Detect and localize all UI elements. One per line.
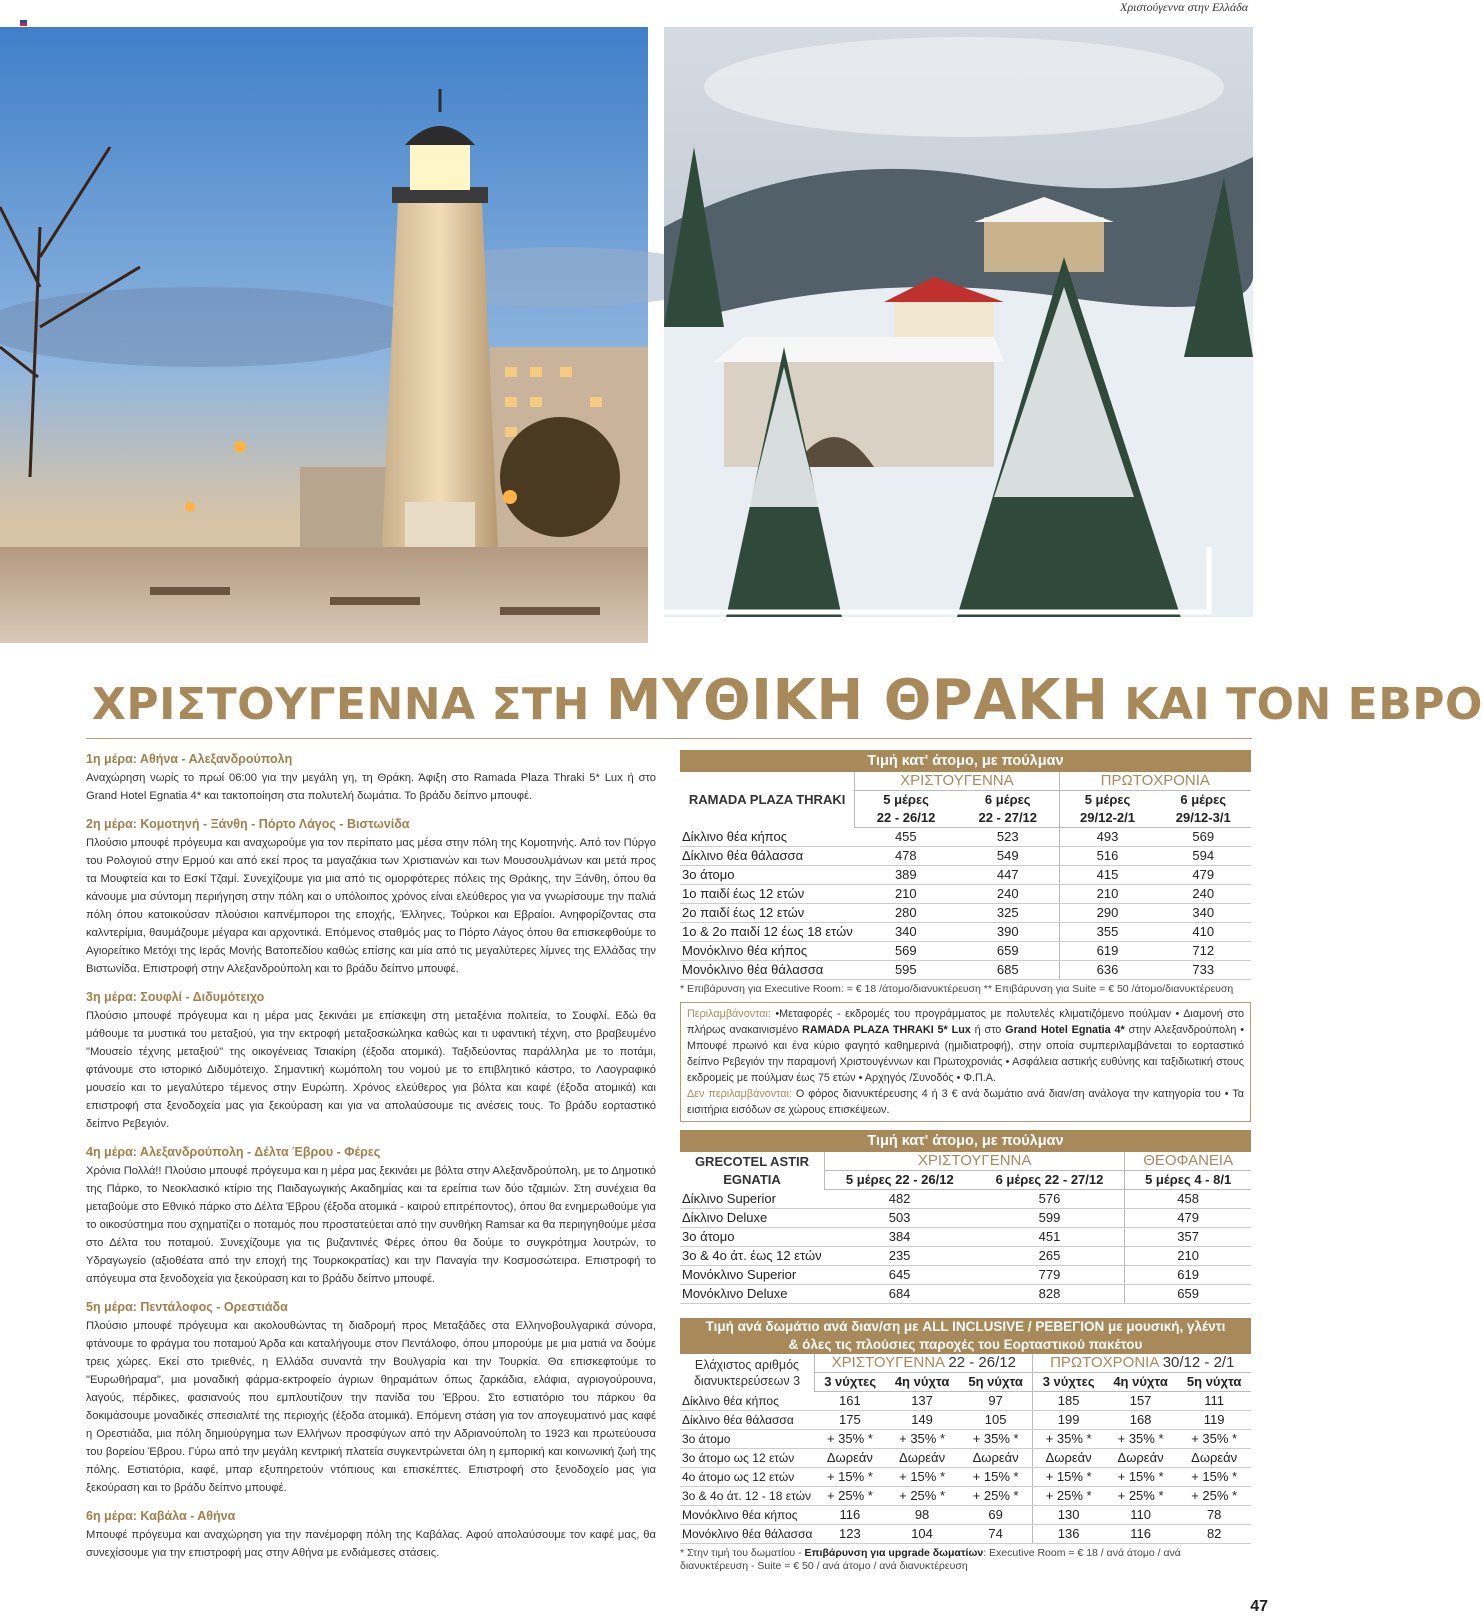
day-4 <box>86 1143 656 1288</box>
price-cell: + 15% * <box>1104 1468 1178 1487</box>
col-header: 5 μέρες 22 - 26/12 <box>825 1171 975 1190</box>
title-rule <box>86 738 1252 739</box>
ramada-price-table <box>680 750 1251 980</box>
col-days: 5 μέρες <box>1084 792 1131 807</box>
day-6 <box>86 1507 656 1562</box>
price-cell: 390 <box>957 923 1059 942</box>
row-label: Μονόκλινο θέα θάλασσα <box>680 961 855 980</box>
price-cell: 415 <box>1059 866 1155 885</box>
price-cell: 493 <box>1059 828 1155 847</box>
price-cell: 594 <box>1155 847 1251 866</box>
price-cell: 168 <box>1104 1411 1178 1430</box>
bar-line: & όλες τις πλούσιες παροχές του Εορταστικού πακέτου <box>788 1337 1143 1352</box>
note-text: : Executive Room = € 18 / ανά άτομο / ανά διανυκτέρευση - Suite = € 50 / ανά άτομο / ανά διανυκτέρευση <box>680 1547 1181 1572</box>
price-cell: Δωρεάν <box>885 1449 959 1468</box>
table-row <box>680 1190 1251 1209</box>
day-text: Πλούσιο μπουφέ πρόγευμα και αναχωρούμε για τον περίπατο μας μέσα στην πόλη της Κομοτηνής. Από τον Πύργο του Ρολογιού στην Ερμού και από εκεί προς τα μαγαζάκια των Χριστιανών και των Μουσουλμάνων και μετά προς τα Μουφτεία και το Εσκί Τζαμί. Συνεχίζουμε για μια από τις ομορφότερες πόλεις της Θράκης, την Ξάνθη, όπου θα κάνουμε μια σύντομη περιήγηση στην πόλη και ο υπόλοιπος χρόνος είναι ελεύθερος για να γνωρίσουμε την παλιά πόλη όπου κατοικούσαν πλούσιοι καπνέμποροι της εποχής, Έλληνες, Τούρκοι και Εβραίοι. Ανηφορίζοντας στα καλντερίμια, θαυμάζουμε μέγαρα και αρχοντικά. Επόμενος σταθμός μας το Πόρτο Λάγος όπου θα επισκεφθούμε το Αγιορείτικο Μετόχι της Ιεράς Μονής Βατοπεδίου καθώς επίσης και μία από τις μεγαλύτερες λίμνες της Ελλάδας την Βιστωνίδα. Επιστροφή στην Αλεξανδρούπολη και το βράδυ δείπνο μπουφέ. <box>86 837 656 975</box>
excludes-lead: Δεν περιλαμβάνονται: <box>687 1088 792 1100</box>
table-row <box>680 866 1251 885</box>
col-dates: 22 - 27/12 <box>978 810 1038 825</box>
price-cell: 136 <box>1033 1525 1104 1544</box>
price-cell: 451 <box>975 1228 1125 1247</box>
col-days: 5 μέρες <box>883 792 929 807</box>
price-cell: 684 <box>825 1285 975 1304</box>
hotel-name: GRECOTEL ASTIR EGNATIA <box>680 1152 825 1190</box>
col-dates: 22 - 26/12 <box>876 810 936 825</box>
ramada-note: * Επιβάρυνση για Executive Room: = € 18 /άτομο/διανυκτέρευση ** Επιβάρυνση για Suite = € 50 /άτομο/διανυκτέρευση <box>680 983 1234 995</box>
price-cell: 161 <box>815 1392 886 1411</box>
price-cell: 355 <box>1059 923 1155 942</box>
all-inclusive-section <box>680 1318 1251 1573</box>
table-row <box>680 1285 1251 1304</box>
excludes-text: Ο φόρος διανυκτέρευσης 4 ή 3 € ανά δωμάτιο ανά διαν/ση ανάλογα την κατηγορία του • Τα εισιτήρια εισόδων σε χώρους επισκέψεων. <box>687 1088 1244 1116</box>
price-cell: + 15% * <box>815 1468 886 1487</box>
price-cell: 149 <box>885 1411 959 1430</box>
price-cell: 104 <box>885 1525 959 1544</box>
note-bold: Επιβάρυνση για upgrade δωματίων <box>804 1547 984 1559</box>
row-label: Μονόκλινο Superior <box>680 1266 825 1285</box>
price-cell: 185 <box>1033 1392 1104 1411</box>
includes-text: •Μεταφορές - εκδρομές του προγράμματος με πολυτελές κλιματιζόμενο πούλμαν • Διαμονή στο πλήρως ανακαινισμένο <box>687 1008 1244 1036</box>
flag-icon <box>20 20 27 26</box>
all-inclusive-bar <box>680 1318 1251 1354</box>
col-dates: 29/12-3/1 <box>1175 810 1231 825</box>
row-label: 3ο & 4ο άτ. 12 - 18 ετών <box>680 1487 815 1506</box>
table-row <box>680 1247 1251 1266</box>
price-cell: 384 <box>825 1228 975 1247</box>
price-cell: Δωρεάν <box>959 1449 1033 1468</box>
price-cell: 210 <box>1059 885 1155 904</box>
price-cell: 280 <box>855 904 957 923</box>
group-christmas: ΧΡΙΣΤΟΥΓΕΝΝΑ <box>825 1152 1125 1171</box>
day-text: Πλούσιο μπουφέ πρόγευμα και ακολουθώντας τη διαδρομή προς Μεταξάδες στα Ελληνοβουλγαρικά σύνορα, φτάνουμε το φράγμα του ποταμού Άρδα και καταλήγουμε στον Πεντάλοφο, όπου μπορούμε με μια ματιά να δούμε τρεις χώρες. Εκεί στο τριεθνές, η Ελλάδα συναντά την Βουλγαρία και την Τουρκία. Θα επισκεφτούμε το "Ευρωθήραμα", μια μοναδική φάρμα-εκτροφείο άγριων θηραμάτων όπως ζαρκάδια, ελάφια, αγριογούρουνα, λαγούς, πέρδικες, φασιανούς που εμπλουτίζουν την πανίδα του Έβρου. Στο εστιατόριο του πάρκου θα δοκιμάσουμε μοναδικές σπεσιαλιτέ της περιοχής (έξοδα ατομικά). Επόμενη στάση για τον απογευματινό μας καφέ η Ορεστιάδα, μια πόλη δημιούργημα των Ελλήνων προσφύγων από την Αδριανούπολη το 1923 και πρωτεύουσα του βορείου Έβρου. Γύρω από την μεγάλη κεντρική πλατεία συγκεντρώνεται όλη η εμπορική και κοινωνική ζωή της πόλης. Εστιατόρια, καφέ, μπαρ εξυπηρετούν ντόπιους και επισκέπτες. Επιστροφή στο ξενοδοχείο μας για ξεκούραση και το βράδυ δείπνο μπουφέ. <box>86 1320 656 1494</box>
price-cell: 82 <box>1177 1525 1251 1544</box>
table-row <box>680 1411 1251 1430</box>
price-cell: + 25% * <box>1177 1487 1251 1506</box>
col-header: 4η νύχτα <box>1104 1373 1178 1392</box>
price-cell: 123 <box>815 1525 886 1544</box>
price-cell: 199 <box>1033 1411 1104 1430</box>
price-cell: 516 <box>1059 847 1155 866</box>
table-row <box>680 1392 1251 1411</box>
hotel-name: RAMADA PLAZA THRAKI <box>680 772 855 828</box>
col-header: 5η νύχτα <box>1177 1373 1251 1392</box>
price-cell: 576 <box>975 1190 1125 1209</box>
table-row <box>680 1266 1251 1285</box>
table-row <box>680 923 1251 942</box>
day-5 <box>86 1298 656 1497</box>
price-cell: 357 <box>1125 1228 1251 1247</box>
row-label: 1ο παιδί έως 12 ετών <box>680 885 855 904</box>
includes-hotel2: Grand Hotel Egnatia 4* <box>1005 1024 1125 1036</box>
table-row <box>680 1430 1251 1449</box>
price-cell: Δωρεάν <box>815 1449 886 1468</box>
price-cell: 636 <box>1059 961 1155 980</box>
price-cell: 137 <box>885 1392 959 1411</box>
includes-box <box>680 1002 1251 1122</box>
day-1 <box>86 750 656 805</box>
price-cell: 685 <box>957 961 1059 980</box>
includes-text: ή στο <box>970 1024 1006 1036</box>
price-cell: 74 <box>959 1525 1033 1544</box>
price-cell: 210 <box>855 885 957 904</box>
price-cell: 105 <box>959 1411 1033 1430</box>
note-text: * Στην τιμή του δωματίου - <box>680 1547 805 1559</box>
table-row <box>680 961 1251 980</box>
day-title: 1η μέρα: Αθήνα - Αλεξανδρούπολη <box>86 752 293 766</box>
price-cell: 479 <box>1125 1209 1251 1228</box>
price-cell: + 25% * <box>1033 1487 1104 1506</box>
price-cell: + 15% * <box>959 1468 1033 1487</box>
includes-text: στην Αλεξανδρούπολη • Μπουφέ πρωινό και ένα κύριο φαγητό καθημερινά (ημιδιατροφή), στην οποία συμπεριλαμβάνεται το εορταστικό δείπνο Ρεβεγιόν την παραμονή Χριστουγέννων και Πρωτοχρονιάς • Ασφάλεια αστικής ευθύνης και ταξιδιωτική στους εκδρομείς με πούλμαν έως 75 ετών • Αρχηγός /Συνοδός • Φ.Π.Α. <box>687 1024 1244 1084</box>
price-cell: + 35% * <box>1033 1430 1104 1449</box>
price-cell: + 15% * <box>885 1468 959 1487</box>
price-bar: Τιμή κατ' άτομο, με πούλμαν <box>680 750 1251 772</box>
day-text: Πλούσιο μπουφέ πρόγευμα και η μέρα μας ξεκινάει με επίσκεψη στη μεταξένια πολιτεία, το Σουφλί. Εδώ θα μάθουμε τα μυστικά του μεταξιού, για την εκτροφή μεταξοσκώληκα καθώς και τι υφαντική τέχνη, στο βραβευμένο "Μουσείο τέχνης μεταξιού" της οικογένειας Τσιακίρη (έξοδα ατομικά). Ταξιδεύοντας παράλληλα με το ποτάμι, φτάνουμε στο ιστορικό Διδυμότειχο. Σημαντική κωμόπολη του νομού με το επιβλητικό κάστρο, το Λαογραφικό μουσείο και το μεγαλύτερο τέμενος στην Ευρώπη. Χρόνος ελεύθερος για βόλτα και καφέ (έξοδα ατομικά) και επιστροφή στα ξενοδοχεία μας για ξεκούραση και για να απολαύσουμε τις ανέσεις τους. Το βράδυ εορταστικό δείπνο Ρεβεγιόν. <box>86 1010 656 1130</box>
price-cell: 712 <box>1155 942 1251 961</box>
table-row <box>680 1525 1251 1544</box>
price-cell: Δωρεάν <box>1104 1449 1178 1468</box>
day-2 <box>86 815 656 978</box>
table-row <box>680 1449 1251 1468</box>
group-dates: 22 - 26/12 <box>944 1354 1016 1371</box>
price-cell: 97 <box>959 1392 1033 1411</box>
price-cell: 340 <box>1155 904 1251 923</box>
price-cell: 410 <box>1155 923 1251 942</box>
col-header: 4η νύχτα <box>885 1373 959 1392</box>
price-cell: 290 <box>1059 904 1155 923</box>
price-cell: 549 <box>957 847 1059 866</box>
price-cell: 619 <box>1059 942 1155 961</box>
table-row <box>680 847 1251 866</box>
col-header: 3 νύχτες <box>815 1373 886 1392</box>
all-inclusive-table <box>680 1318 1251 1544</box>
col-days: 6 μέρες <box>1180 792 1227 807</box>
price-cell: 458 <box>1125 1190 1251 1209</box>
row-label: 3ο & 4ο άτ. έως 12 ετών <box>680 1247 825 1266</box>
price-cell: 240 <box>1155 885 1251 904</box>
price-cell: 119 <box>1177 1411 1251 1430</box>
price-cell: + 35% * <box>959 1430 1033 1449</box>
price-cell: 116 <box>1104 1525 1178 1544</box>
min-nights-label: Ελάχιστος αριθμός διανυκτερεύσεων 3 <box>680 1354 815 1392</box>
price-cell: + 35% * <box>1177 1430 1251 1449</box>
ramada-price-section <box>680 750 1251 1122</box>
col-header: 5η νύχτα <box>959 1373 1033 1392</box>
row-label: Δίκλινο θέα θάλασσα <box>680 1411 815 1430</box>
price-cell: 645 <box>825 1266 975 1285</box>
price-cell: 116 <box>815 1506 886 1525</box>
table-row <box>680 904 1251 923</box>
price-cell: 619 <box>1125 1266 1251 1285</box>
row-label: Δίκλινο Superior <box>680 1190 825 1209</box>
col-header: 5 μέρες 4 - 8/1 <box>1125 1171 1251 1190</box>
price-cell: 569 <box>1155 828 1251 847</box>
price-cell: 733 <box>1155 961 1251 980</box>
price-cell: 78 <box>1177 1506 1251 1525</box>
price-cell: 523 <box>957 828 1059 847</box>
price-cell: + 25% * <box>1104 1487 1178 1506</box>
price-cell: 111 <box>1177 1392 1251 1411</box>
table-row <box>680 1228 1251 1247</box>
price-cell: 482 <box>825 1190 975 1209</box>
price-cell: 157 <box>1104 1392 1178 1411</box>
includes-hotel1: RAMADA PLAZA THRAKI 5* Lux <box>802 1024 971 1036</box>
row-label: Δίκλινο θέα κήπος <box>680 1392 815 1411</box>
day-text: Χρόνια Πολλά!! Πλούσιο μπουφέ πρόγευμα και η μέρα μας ξεκινάει με βόλτα στην Αλεξανδρούπολη, με το Δημοτικό της Πάρκο, το Νεοκλασικό κτίριο της Παιδαγωγικής Ακαδημίας και τα ερείπια των δύο τζαμιών. Στη συνέχεια θα μεταβούμε στο Εθνικό πάρκο στο Δέλτα Έβρου (έξοδα ατομικά - καιρού επιτρέποντος), όπου θα ενημερωθούμε για το οικοσύστημα που σχηματίζει ο ποταμός που προστατεύεται από την συνθήκη Ramsar κα θα περιηγηθούμε μέσα στο Δέλτα του ποταμού. Συνεχίζουμε για τις βυζαντινές Φέρες όπου θα δούμε το συγκρότημα λουτρών, το Υδραγωγείο (αξιοθέατα από την εποχή της Τουρκοκρατίας) και την Παναγία την Κοσμοσώτειρα. Επιστροφή το απόγευμα στα ξενοδοχεία για ξεκούραση και το βράδυ δείπνο μπουφέ. <box>86 1165 656 1285</box>
price-cell: 779 <box>975 1266 1125 1285</box>
price-cell: 235 <box>825 1247 975 1266</box>
row-label: Δίκλινο θέα θάλασσα <box>680 847 855 866</box>
itinerary <box>86 750 656 1572</box>
price-cell: Δωρεάν <box>1177 1449 1251 1468</box>
price-cell: 659 <box>1125 1285 1251 1304</box>
group-christmas: ΧΡΙΣΤΟΥΓΕΝΝΑ <box>831 1354 945 1371</box>
row-label: Δίκλινο θέα κήπος <box>680 828 855 847</box>
col-dates: 29/12-2/1 <box>1080 810 1135 825</box>
row-label: 3ο άτομο ως 12 ετών <box>680 1449 815 1468</box>
grecotel-price-table <box>680 1130 1251 1304</box>
group-christmas: ΧΡΙΣΤΟΥΓΕΝΝΑ <box>855 772 1059 791</box>
price-cell: 98 <box>885 1506 959 1525</box>
price-cell: Δωρεάν <box>1033 1449 1104 1468</box>
price-cell: 240 <box>957 885 1059 904</box>
price-cell: 447 <box>957 866 1059 885</box>
day-title: 5η μέρα: Πεντάλοφος - Ορεστιάδα <box>86 1300 288 1314</box>
price-cell: + 25% * <box>815 1487 886 1506</box>
table-row <box>680 1209 1251 1228</box>
price-cell: + 25% * <box>885 1487 959 1506</box>
row-label: Μονόκλινο θέα κήπος <box>680 1506 815 1525</box>
col-header: 6 μέρες 22 - 27/12 <box>975 1171 1125 1190</box>
row-label: 3ο άτομο <box>680 866 855 885</box>
table-row <box>680 828 1251 847</box>
bar-line: Τιμή ανά δωμάτιο ανά διαν/ση με ALL INCLUSIVE / ΡΕΒΕΓΙΟΝ με μουσική, γλέντι <box>705 1319 1226 1334</box>
group-newyear: ΠΡΩΤΟΧΡΟΝΙΑ <box>1059 772 1251 791</box>
price-cell: 479 <box>1155 866 1251 885</box>
group-dates: 30/12 - 2/1 <box>1158 1354 1235 1371</box>
row-label: Μονόκλινο θέα κήπος <box>680 942 855 961</box>
lighthouse-photo <box>0 27 648 643</box>
price-cell: 175 <box>815 1411 886 1430</box>
page-title <box>92 668 1483 733</box>
price-cell: 389 <box>855 866 957 885</box>
price-cell: 595 <box>855 961 957 980</box>
day-title: 6η μέρα: Καβάλα - Αθήνα <box>86 1509 236 1523</box>
row-label: 3ο άτομο <box>680 1430 815 1449</box>
day-title: 3η μέρα: Σουφλί - Διδυμότειχο <box>86 990 265 1004</box>
day-title: 4η μέρα: Αλεξανδρούπολη - Δέλτα Έβρου - Φέρες <box>86 1145 381 1159</box>
section-header: Χριστούγεννα στην Ελλάδα <box>1120 0 1248 14</box>
price-bar: Τιμή κατ' άτομο, με πούλμαν <box>680 1130 1251 1152</box>
col-days: 6 μέρες <box>984 792 1031 807</box>
price-cell: 69 <box>959 1506 1033 1525</box>
price-cell: 478 <box>855 847 957 866</box>
price-cell: 455 <box>855 828 957 847</box>
title-part1: ΧΡΙΣΤΟΥΓΕΝΝΑ ΣΤΗ <box>92 679 606 730</box>
price-cell: 659 <box>957 942 1059 961</box>
price-cell: 828 <box>975 1285 1125 1304</box>
snowy-lodge-photo <box>664 27 1253 643</box>
row-label: Μονόκλινο Deluxe <box>680 1285 825 1304</box>
group-epiphany: ΘΕΟΦΑΝΕΙΑ <box>1125 1152 1251 1171</box>
all-inclusive-note <box>680 1547 1251 1573</box>
row-label: 2ο παιδί έως 12 ετών <box>680 904 855 923</box>
price-cell: 265 <box>975 1247 1125 1266</box>
price-cell: + 35% * <box>815 1430 886 1449</box>
day-text: Μπουφέ πρόγευμα και αναχώρηση για την πανέμορφη πόλη της Καβάλας. Αφού απολαύσουμε τον καφέ μας, θα συνεχίσουμε για την επιστροφή μας στην Αθήνα με ενδιάμεσες στάσεις. <box>86 1529 656 1559</box>
table-row <box>680 1506 1251 1525</box>
page-number: 47 <box>1250 1598 1268 1615</box>
day-text: Αναχώρηση νωρίς το πρωί 06:00 για την μεγάλη γη, τη Θράκη. Άφιξη στο Ramada Plaza Thraki 5* Lux ή στο Grand Hotel Egnatia 4* και τακτοποίηση στα πολυτελή δωμάτια. Το βράδυ δείπνο μπουφέ. <box>86 772 656 802</box>
price-cell: 130 <box>1033 1506 1104 1525</box>
row-label: 3ο άτομο <box>680 1228 825 1247</box>
grecotel-price-section <box>680 1130 1251 1304</box>
row-label: 4ο άτομο ως 12 ετών <box>680 1468 815 1487</box>
includes-lead: Περιλαμβάνονται: <box>687 1008 771 1020</box>
table-row <box>680 885 1251 904</box>
day-title: 2η μέρα: Κομοτηνή - Ξάνθη - Πόρτο Λάγος - Βιστωνίδα <box>86 817 410 831</box>
group-newyear: ΠΡΩΤΟΧΡΟΝΙΑ <box>1050 1354 1159 1371</box>
price-cell: 569 <box>855 942 957 961</box>
table-row <box>680 1468 1251 1487</box>
price-cell: + 35% * <box>1104 1430 1178 1449</box>
col-header: 3 νύχτες <box>1033 1373 1104 1392</box>
price-cell: + 15% * <box>1177 1468 1251 1487</box>
price-cell: + 25% * <box>959 1487 1033 1506</box>
price-cell: 503 <box>825 1209 975 1228</box>
price-cell: 325 <box>957 904 1059 923</box>
price-cell: 340 <box>855 923 957 942</box>
row-label: Μονόκλινο θέα θάλασσα <box>680 1525 815 1544</box>
table-row <box>680 942 1251 961</box>
day-3 <box>86 988 656 1133</box>
price-cell: 110 <box>1104 1506 1178 1525</box>
title-part2: ΜΥΘΙΚΗ ΘΡΑΚΗ <box>605 668 1109 733</box>
table-row <box>680 1487 1251 1506</box>
price-cell: + 15% * <box>1033 1468 1104 1487</box>
row-label: Δίκλινο Deluxe <box>680 1209 825 1228</box>
price-cell: 599 <box>975 1209 1125 1228</box>
price-cell: 210 <box>1125 1247 1251 1266</box>
price-cell: + 35% * <box>885 1430 959 1449</box>
row-label: 1ο & 2ο παιδί 12 έως 18 ετών <box>680 923 855 942</box>
title-part3: ΚΑΙ ΤΟΝ ΕΒΡΟ <box>1108 679 1483 730</box>
